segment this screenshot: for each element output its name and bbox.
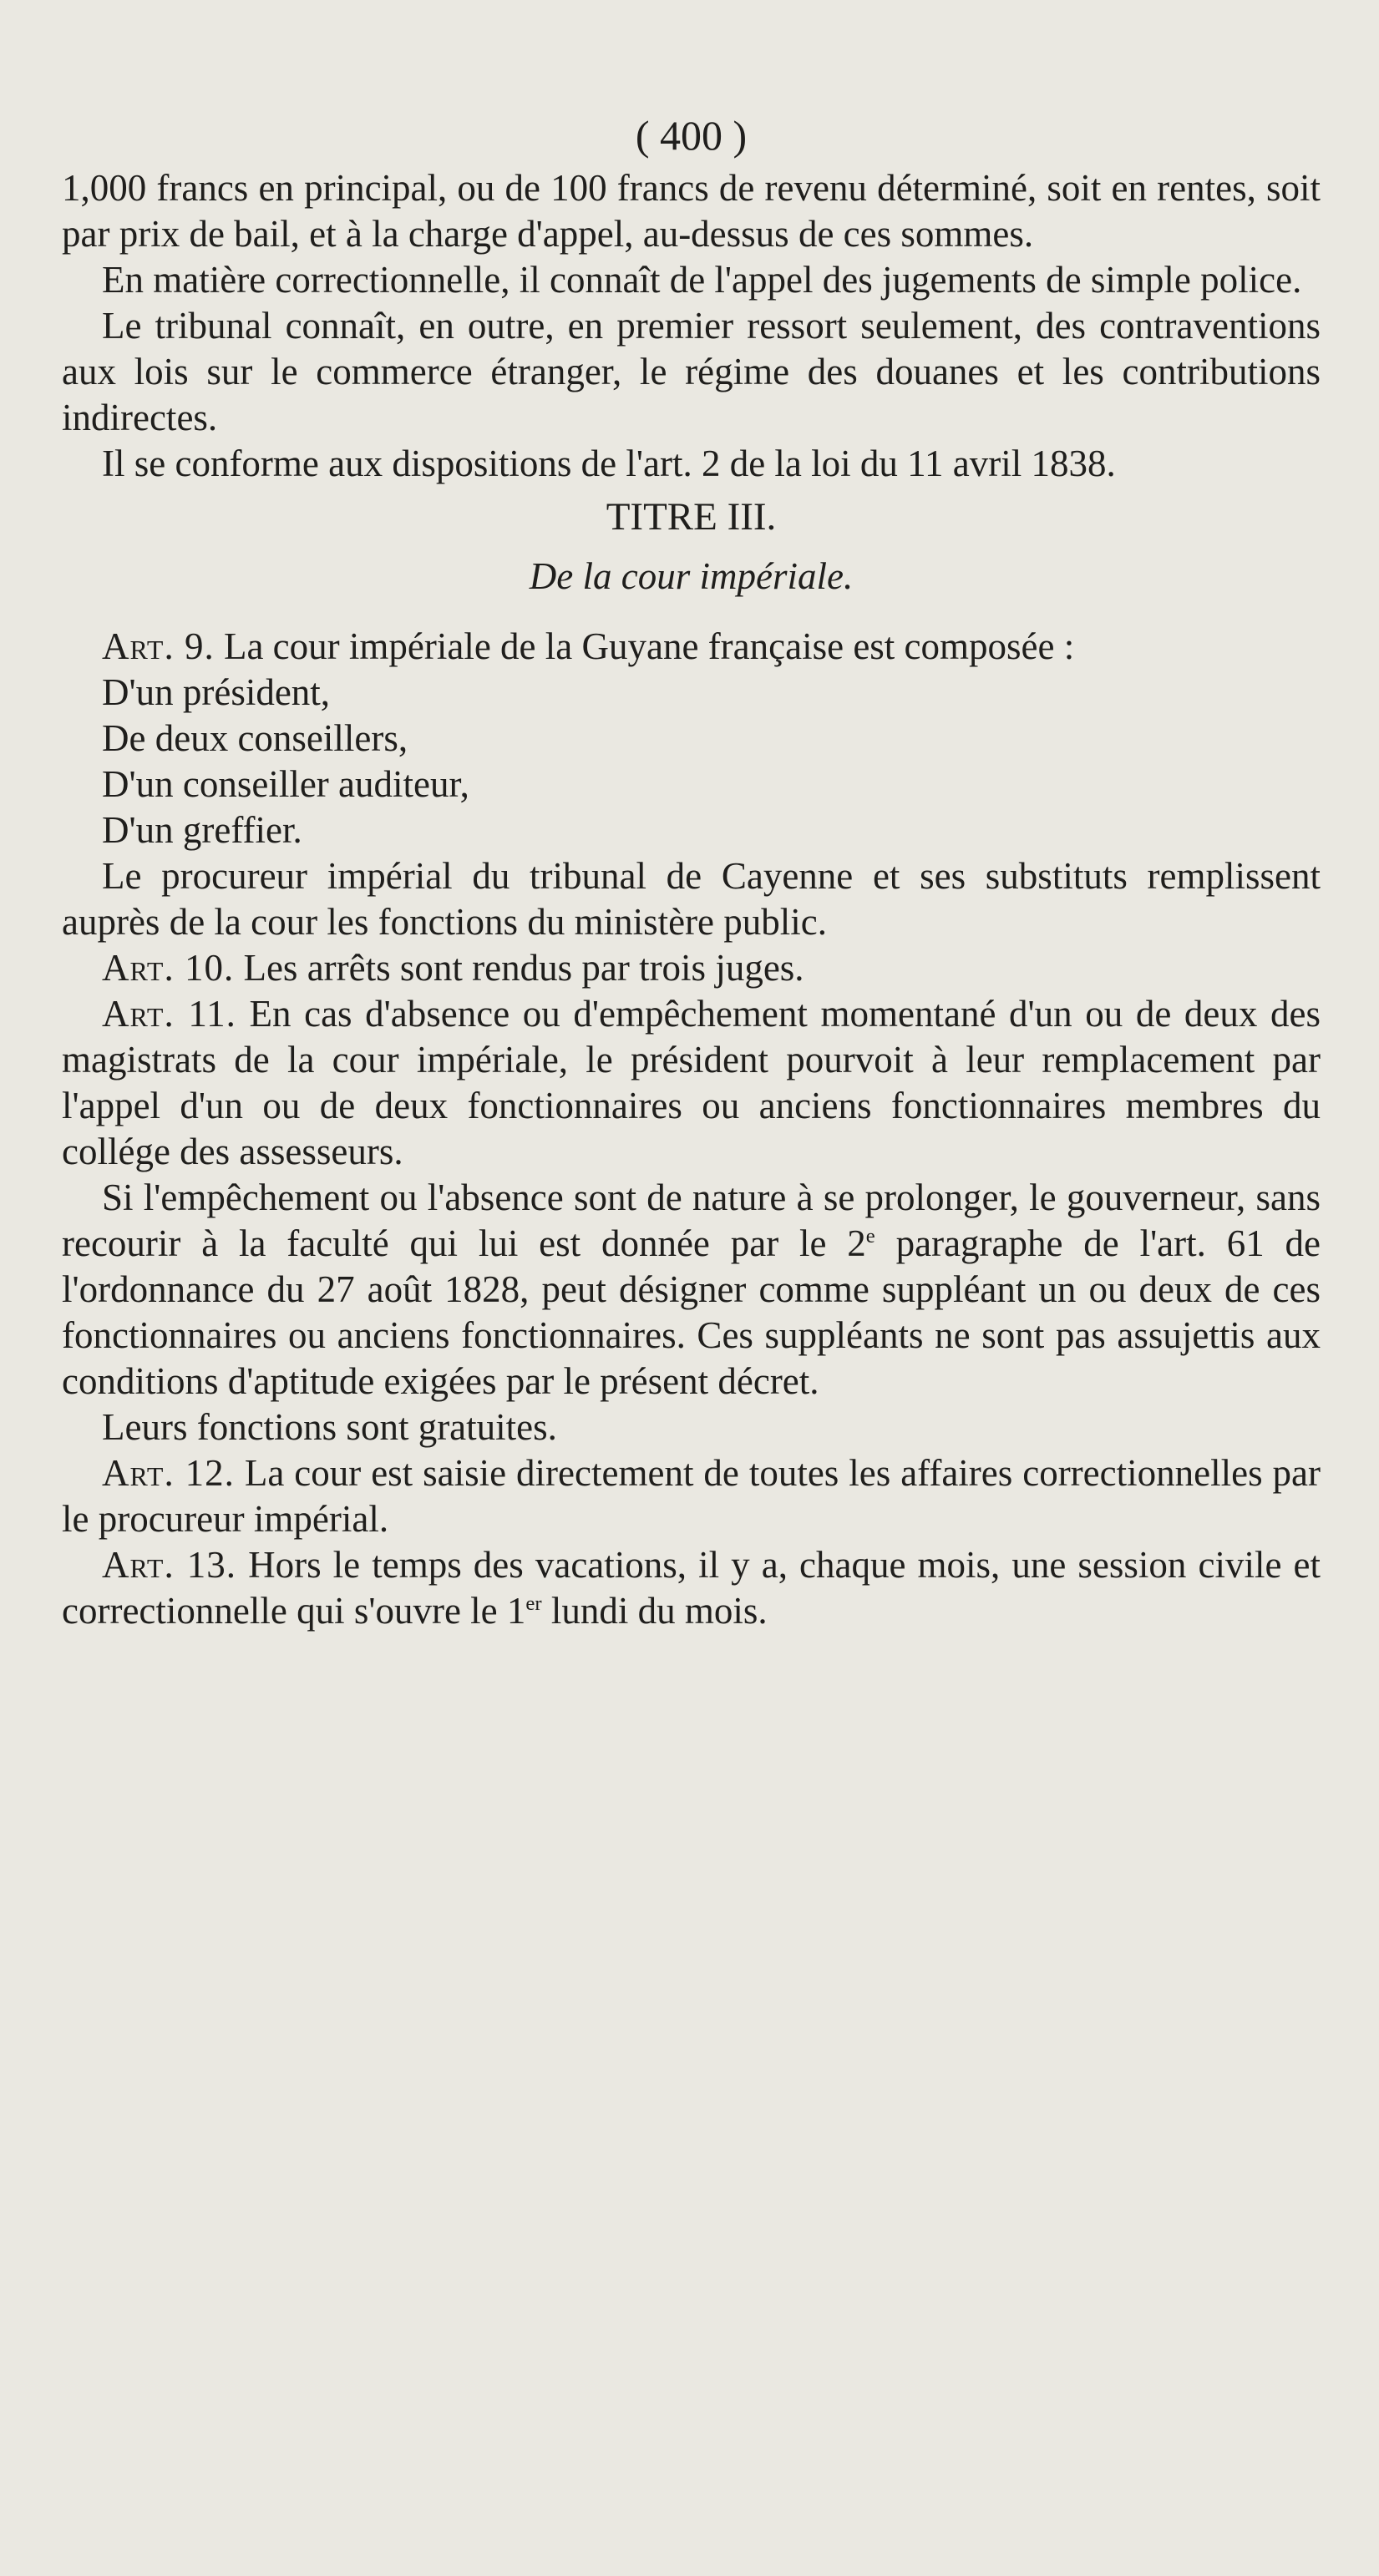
paragraph-loi-1838: Il se conforme aux dispositions de l'art. 2 de la loi du 11 avril 1838.: [102, 443, 1116, 484]
article-label: Art. 12.: [102, 1452, 235, 1494]
paragraph-gratuites: Leurs fonctions sont gratuites.: [102, 1406, 557, 1448]
list-item-president: D'un président,: [102, 671, 331, 713]
article-label: Art. 9.: [102, 625, 215, 667]
article-13: [62, 1542, 1321, 1634]
article-text: Les arrêts sont rendus par trois juges.: [234, 947, 804, 989]
article-9: [62, 624, 1321, 670]
paragraph-correctionnelle: En matière correctionnelle, il connaît de l'appel des jugements de simple police.: [102, 259, 1302, 301]
page-body: [62, 165, 1321, 1634]
paragraph-continuation: 1,000 francs en principal, ou de 100 francs de revenu déterminé, soit en rentes, soit par prix de bail, et à la charge d'appel, au-dessus de ces sommes.: [62, 167, 1321, 255]
list-item-greffier: D'un greffier.: [102, 809, 302, 851]
article-text: En cas d'absence ou d'empêchement momentané d'un ou de deux des magistrats de la cour impériale, le président pourvoit à leur remplacement par l'appel d'un ou de deux fonctionnaires ou anciens fonctionnaires membres du collége des assesseurs.: [62, 993, 1321, 1172]
text-segment: Hors le temps des vacations, il y a, chaque mois, une session civile et correctionnelle qui s'ouvre le 1: [62, 1544, 1321, 1632]
section-subtitle: De la cour impériale.: [529, 555, 854, 597]
superscript: e: [865, 1225, 875, 1248]
article-label: Art. 11.: [102, 993, 236, 1035]
article-label: Art. 13.: [102, 1544, 237, 1586]
article-10: [62, 945, 1321, 991]
article-12: [62, 1450, 1321, 1542]
text-segment: paragraphe de l'art. 61 de l'ordonnance du 27 août 1828, peut désigner comme suppléant un ou deux de ces fonctionnaires ou anciens fonctionnaires. Ces suppléants ne sont pas assujettis aux conditions d'aptitude exigées par le présent décret.: [62, 1222, 1321, 1402]
page-number: ( 400 ): [635, 112, 748, 159]
paragraph-procureur: Le procureur impérial du tribunal de Cayenne et ses substituts remplissent auprès de la cour les fonctions du ministère public.: [62, 855, 1321, 943]
superscript: er: [525, 1592, 542, 1615]
article-label: Art. 10.: [102, 947, 235, 989]
section-title: TITRE III.: [606, 495, 777, 539]
paragraph-contraventions: Le tribunal connaît, en outre, en premier ressort seulement, des contraventions aux lois sur le commerce étranger, le régime des douanes et les contributions indirectes.: [62, 305, 1321, 438]
list-item-conseillers: De deux conseillers,: [102, 717, 408, 759]
article-11: [62, 991, 1321, 1175]
paragraph-suppleants: [62, 1175, 1321, 1404]
text-segment: Si l'empêchement ou l'absence sont de nature à se prolonger, le gouverneur, sans recourir à la faculté qui lui est donnée par le 2: [62, 1177, 1321, 1264]
article-text: La cour impériale de la Guyane française est composée :: [214, 625, 1075, 667]
text-segment: lundi du mois.: [541, 1590, 768, 1632]
article-text: La cour est saisie directement de toutes les affaires correctionnelles par le procureur impérial.: [62, 1452, 1321, 1540]
list-item-auditeur: D'un conseiller auditeur,: [102, 763, 469, 805]
